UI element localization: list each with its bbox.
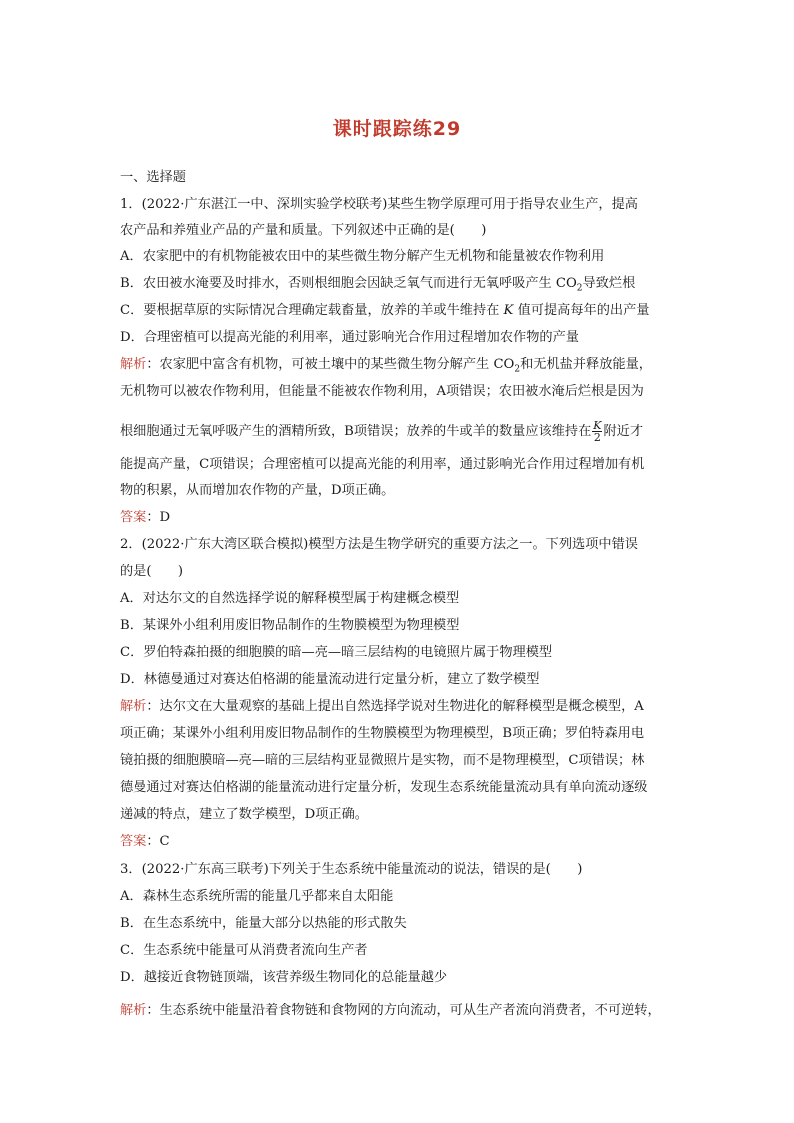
q1-analysis-line1-post: 和无机盐并释放能量， <box>520 357 652 372</box>
q2-analysis-line5: 递减的特点，建立了数学模型，D项正确。 <box>120 807 368 822</box>
q1-option-d: D．合理密植可以提高光能的利用率，通过影响光合作用过程增加农作物的产量 <box>120 330 579 345</box>
q1-analysis-line1-pre: ：农家肥中富含有机物，可被土壤中的某些微生物分解产生 CO <box>146 357 515 372</box>
q1-option-b-post: 导致烂根 <box>582 276 636 291</box>
q2-option-c: C．罗伯特森拍摄的细胞膜的暗—亮—暗三层结构的电镜照片属于物理模型 <box>120 645 553 660</box>
q1-option-c-pre: C．要根据草原的实际情况合理确定载畜量，放养的羊或牛维持在 <box>120 303 500 318</box>
q1-answer-label: 答案 <box>120 510 147 525</box>
q1-analysis-line4: 能提高产量，C项错误；合理密植可以提高光能的利用率，通过影响光合作用过程增加有机 <box>120 457 645 472</box>
q1-analysis-line3-pre: 根细胞通过无氧呼吸产生的酒精所致，B项错误；放养的牛或羊的数量应该维持在 <box>120 424 592 439</box>
q3-option-c: C．生态系统中能量可从消费者流向生产者 <box>120 943 368 958</box>
q1-analysis-line1 <box>120 355 652 380</box>
q3-stem-line1: 3．(2022·广东高三联考)下列关于生态系统中能量流动的说法，错误的是( ) <box>120 862 583 877</box>
q2-answer <box>120 832 170 852</box>
q1-answer <box>120 508 170 528</box>
q1-option-b-pre: B．农田被水淹要及时排水，否则根细胞会因缺乏氧气而进行无氧呼吸产生 CO <box>120 276 577 291</box>
q1-analysis-line3 <box>120 420 643 443</box>
q1-analysis-line1-sub: 2 <box>514 364 521 375</box>
k-over-2-fraction <box>592 420 602 443</box>
q1-answer-value: ：D <box>146 510 171 525</box>
q3-option-a: A．森林生态系统所需的能量几乎都来自太阳能 <box>120 889 394 904</box>
q3-analysis-label: 解析 <box>120 1003 147 1018</box>
q1-analysis-line3-post: 附近才 <box>603 424 644 439</box>
q2-option-b: B．某课外小组利用废旧物品制作的生物膜模型为物理模型 <box>120 618 460 633</box>
q2-analysis-line1 <box>120 697 644 717</box>
q1-analysis-line2: 无机物可以被农作物利用，但能量不能被农作物利用，A项错误；农田被水淹后烂根是因为 <box>120 384 644 399</box>
q3-option-d: D．越接近食物链顶端，该营养级生物同化的总能量越少 <box>120 970 448 985</box>
q2-answer-value: ：C <box>146 834 170 849</box>
q1-analysis-line5: 物的积累，从而增加农作物的产量，D项正确。 <box>120 483 395 498</box>
q1-option-b <box>120 274 635 299</box>
q1-analysis-label: 解析 <box>120 357 147 372</box>
page-title: 课时跟踪练29 <box>332 118 462 140</box>
q2-analysis-label: 解析 <box>120 699 147 714</box>
fraction-numerator: K <box>593 419 602 432</box>
q3-option-b: B．在生态系统中，能量大部分以热能的形式散失 <box>120 916 407 931</box>
q1-stem-line1: 1．(2022·广东湛江一中、深圳实验学校联考)某些生物学原理可用于指导农业生产，提高 <box>120 197 638 212</box>
q2-stem-line2: 的是( ) <box>120 564 184 579</box>
q1-option-a: A．农家肥中的有机物能被农田中的某些微生物分解产生无机物和能量被农作物利用 <box>120 249 605 264</box>
q1-option-b-sub: 2 <box>576 283 583 294</box>
q3-analysis-line1 <box>120 1001 661 1021</box>
q2-analysis-line3: 镜拍摄的细胞膜暗—亮—暗的三层结构亚显微照片是实物，而不是物理模型，C项错误；林 <box>120 753 645 768</box>
section-heading: 一、选择题 <box>120 170 186 185</box>
q2-answer-label: 答案 <box>120 834 147 849</box>
q1-option-c-k: K <box>503 303 514 318</box>
q2-option-a: A．对达尔文的自然选择学说的解释模型属于构建概念模型 <box>120 591 460 606</box>
q2-analysis-line4: 德曼通过对赛达伯格湖的能量流动进行定量分析，发现生态系统能量流动具有单向流动逐级 <box>120 780 648 795</box>
q1-stem-line2: 农产品和养殖业产品的产量和质量。下列叙述中正确的是( ) <box>120 223 487 238</box>
q1-option-c <box>120 301 649 321</box>
q2-stem-line1: 2．(2022·广东大湾区联合模拟)模型方法是生物学研究的重要方法之一。下列选项中错误 <box>120 537 638 552</box>
q2-analysis-line2: 项正确；某课外小组利用废旧物品制作的生物膜模型为物理模型，B项正确；罗伯特森用电 <box>120 726 644 741</box>
q2-option-d: D．林德曼通过对赛达伯格湖的能量流动进行定量分析，建立了数学模型 <box>120 672 540 687</box>
q3-analysis-line1-text: ：生态系统中能量沿着食物链和食物网的方向流动，可从生产者流向消费者，不可逆转， <box>146 1003 661 1018</box>
q2-analysis-line1-text: ：达尔文在大量观察的基础上提出自然选择学说对生物进化的解释模型是概念模型，A <box>146 699 644 714</box>
q1-option-c-post: 值可提高每年的出产量 <box>517 303 650 318</box>
fraction-denominator: 2 <box>593 431 601 444</box>
